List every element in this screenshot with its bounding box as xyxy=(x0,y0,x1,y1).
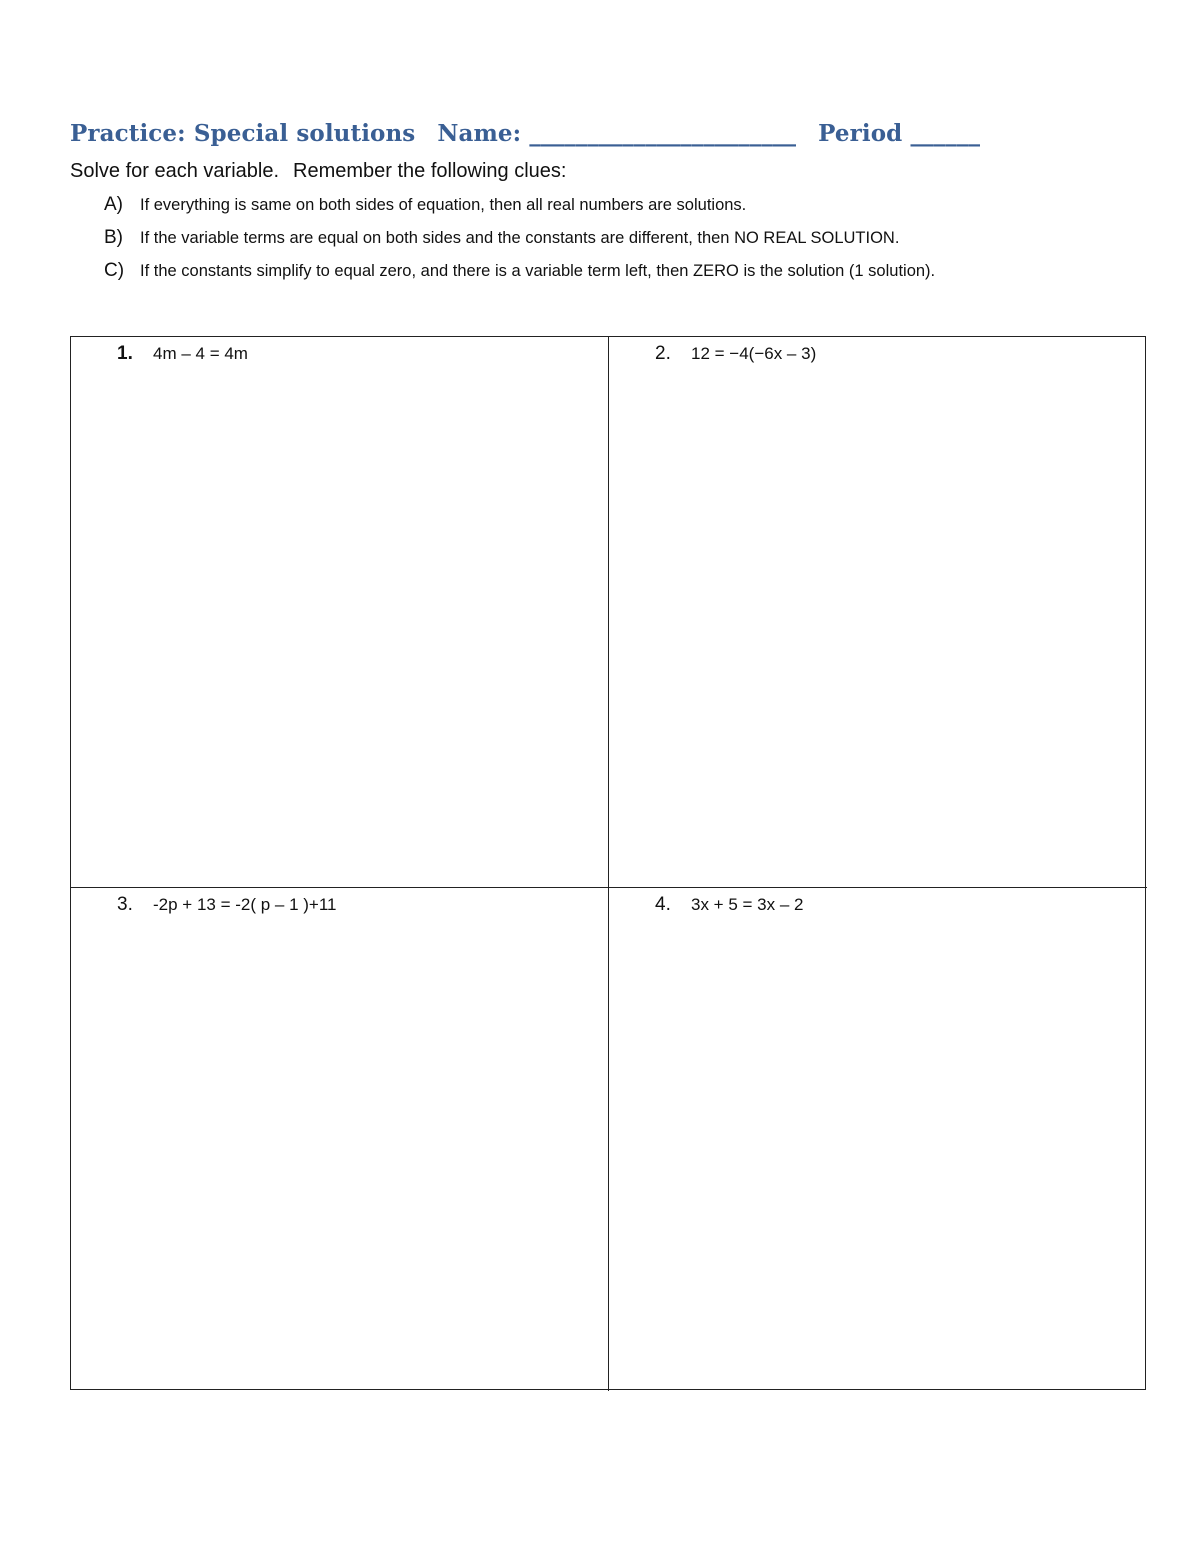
clue-item-b xyxy=(104,227,935,260)
problem-2 xyxy=(655,343,816,365)
clue-text: If the variable terms are equal on both sides and the constants are different, then NO REAL SOLUTION. xyxy=(140,229,900,247)
problem-cell-3 xyxy=(71,888,609,1391)
name-field-label: Name: _______________________ xyxy=(437,120,797,147)
problem-number: 2. xyxy=(655,343,671,364)
problem-number: 1. xyxy=(117,343,133,364)
problem-3 xyxy=(117,894,337,916)
problem-equation: -2p + 13 = -2( p – 1 )+11 xyxy=(153,895,337,914)
period-field-label: Period ______ xyxy=(818,120,981,147)
clue-text: If everything is same on both sides of equation, then all real numbers are solutions. xyxy=(140,196,747,214)
clue-item-a xyxy=(104,194,935,227)
clue-item-c xyxy=(104,260,935,293)
problem-cell-2 xyxy=(609,337,1147,888)
problem-number: 3. xyxy=(117,894,133,915)
worksheet-header xyxy=(70,120,980,147)
clue-letter: B) xyxy=(104,227,123,248)
problem-cell-4 xyxy=(609,888,1147,1391)
problem-cell-1 xyxy=(71,337,609,888)
instructions-lead: Solve for each variable. xyxy=(70,160,280,182)
clue-text: If the constants simplify to equal zero, and there is a variable term left, then ZERO is the solution (1 solution). xyxy=(140,262,936,280)
problem-equation: 3x + 5 = 3x – 2 xyxy=(691,895,804,914)
clue-list xyxy=(104,194,935,293)
clue-letter: C) xyxy=(104,260,125,281)
problem-grid xyxy=(70,336,1146,1390)
instructions xyxy=(70,160,566,183)
instructions-reminder: Remember the following clues: xyxy=(293,160,567,182)
problem-1 xyxy=(117,343,248,365)
problem-4 xyxy=(655,894,803,916)
problem-equation: 12 = −4(−6x – 3) xyxy=(691,344,817,363)
problem-number: 4. xyxy=(655,894,671,915)
problem-equation: 4m – 4 = 4m xyxy=(153,344,248,363)
page-title: Practice: Special solutions xyxy=(70,120,416,147)
clue-letter: A) xyxy=(104,194,123,215)
